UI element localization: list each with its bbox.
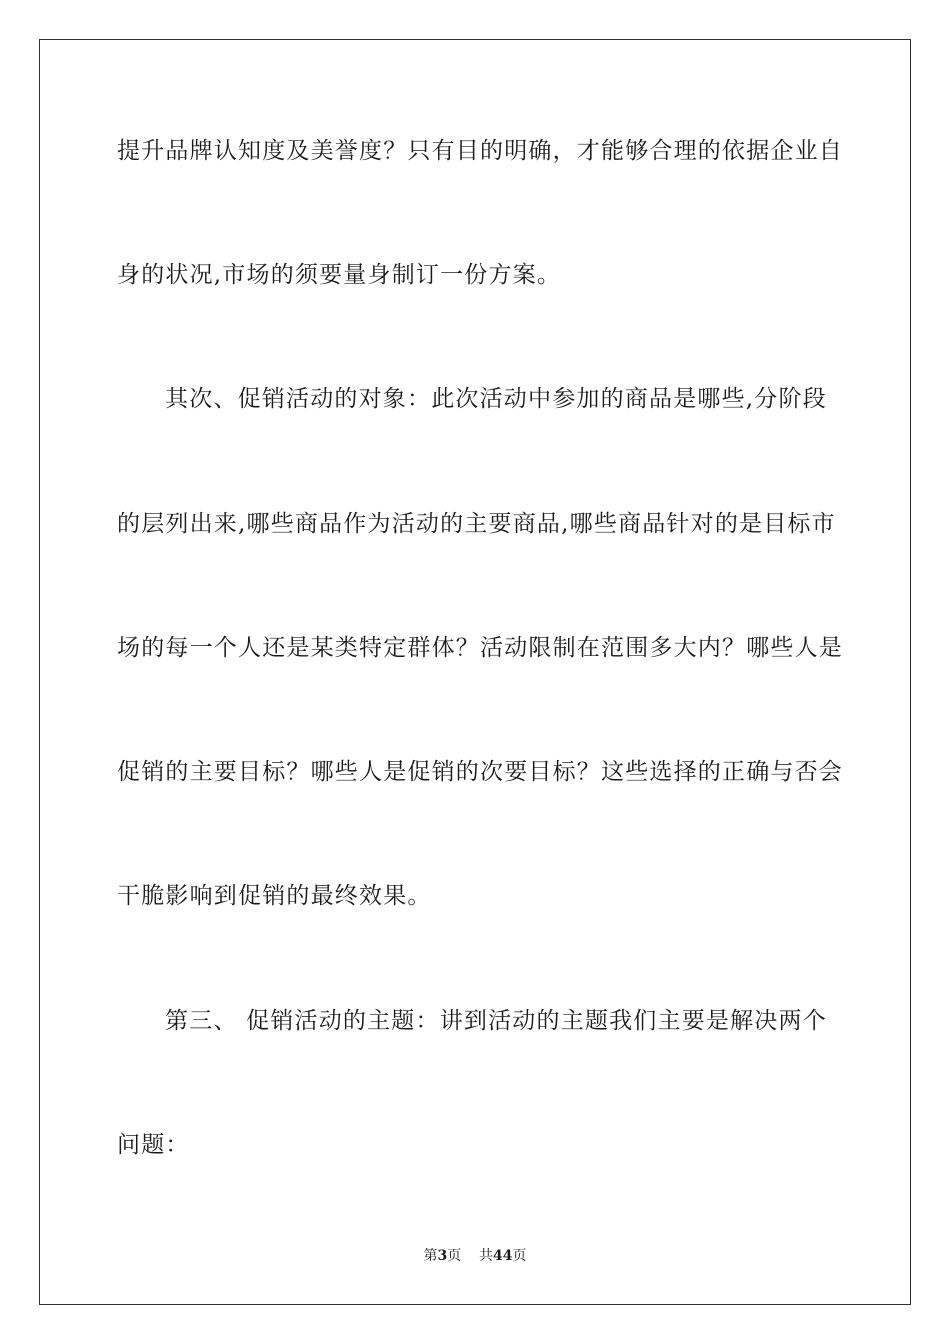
text-line: 场的每一个人还是某类特定群体？活动限制在范围多大内？哪些人是 bbox=[117, 635, 843, 661]
text-line: 促销的主要目标？哪些人是促销的次要目标？这些选择的正确与否会 bbox=[117, 759, 843, 785]
total-suffix: 页 bbox=[512, 1248, 527, 1264]
page-footer bbox=[0, 1247, 950, 1265]
text-line: 身的状况,市场的须要量身制订一份方案。 bbox=[117, 262, 562, 288]
text-line: 干脆影响到促销的最终效果。 bbox=[117, 883, 432, 909]
text-line: 的层列出来,哪些商品作为活动的主要商品,哪些商品针对的是目标市 bbox=[117, 511, 836, 537]
page-prefix: 第 bbox=[423, 1248, 438, 1264]
total-pages-number: 44 bbox=[493, 1248, 513, 1264]
page-suffix: 页 bbox=[447, 1248, 462, 1264]
paragraph-start-line: 第三、 促销活动的主题：讲到活动的主题我们主要是解决两个 bbox=[165, 1008, 827, 1034]
current-page-number: 3 bbox=[437, 1248, 448, 1264]
page-border bbox=[39, 39, 911, 1305]
total-prefix: 共 bbox=[479, 1248, 494, 1264]
text-line: 问题： bbox=[117, 1132, 190, 1158]
paragraph-start-line: 其次、促销活动的对象：此次活动中参加的商品是哪些,分阶段 bbox=[165, 386, 827, 412]
text-line: 提升品牌认知度及美誉度？只有目的明确，才能够合理的依据企业自 bbox=[117, 138, 843, 164]
